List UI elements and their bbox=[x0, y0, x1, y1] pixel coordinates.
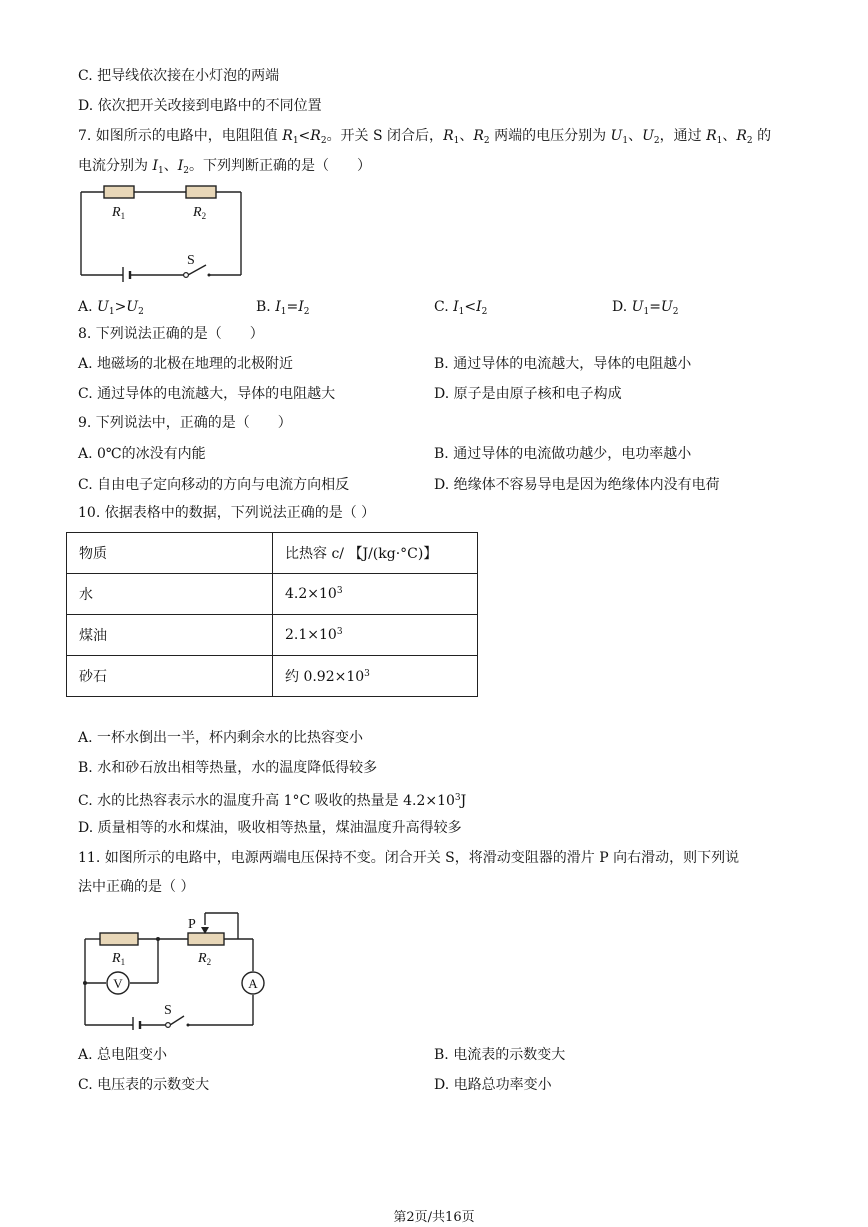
q8-option-c[interactable]: C. 通过导体的电流越大，导体的电阻越大 bbox=[78, 386, 336, 402]
q8-option-b[interactable]: B. 通过导体的电流越大，导体的电阻越小 bbox=[434, 356, 692, 372]
label-r1: $R_1$ bbox=[112, 951, 126, 967]
option-c-prev: C. 把导线依次接在小灯泡的两端 bbox=[78, 68, 280, 84]
q8-option-d[interactable]: D. 原子是由原子核和电子构成 bbox=[434, 386, 622, 402]
q11-stem-line1: 11. 如图所示的电路中，电源两端电压保持不变。闭合开关 S，将滑动变阻器的滑片 P 向右滑动，则下列说 bbox=[78, 850, 740, 866]
q7-option-a[interactable]: A. $U_1>U_2$ bbox=[78, 299, 144, 317]
q10-option-c[interactable]: C. 水的比热容表示水的温度升高 1°C 吸收的热量是 $4.2\times 10^3J$ bbox=[78, 793, 467, 809]
q11-option-a[interactable]: A. 总电阻变小 bbox=[78, 1047, 168, 1063]
label-p: P bbox=[188, 917, 196, 932]
switch-contact-right bbox=[208, 274, 211, 277]
q7-option-c[interactable]: C. $I_1<I_2$ bbox=[434, 299, 488, 317]
table-header-row bbox=[67, 533, 478, 574]
q11-option-b[interactable]: B. 电流表的示数变大 bbox=[434, 1047, 566, 1063]
table-row bbox=[67, 574, 478, 615]
q9-option-b[interactable]: B. 通过导体的电流做功越少，电功率越小 bbox=[434, 446, 692, 462]
q8-stem: 8. 下列说法正确的是（ ） bbox=[78, 326, 264, 342]
resistor-r1 bbox=[104, 186, 134, 198]
specific-heat-table bbox=[66, 532, 478, 697]
table-cell: 水 bbox=[67, 574, 273, 615]
switch-contact-left bbox=[166, 1023, 171, 1028]
rheostat-r2 bbox=[188, 933, 224, 945]
switch-contact-right bbox=[187, 1024, 190, 1027]
q10-option-b[interactable]: B. 水和砂石放出相等热量，水的温度降低得较多 bbox=[78, 760, 378, 776]
table-row bbox=[67, 615, 478, 656]
voltmeter-label: V bbox=[113, 976, 123, 991]
q9-stem: 9. 下列说法中，正确的是（ ） bbox=[78, 415, 292, 431]
table-cell: $2.1\times 10^3$ bbox=[273, 615, 478, 656]
switch-blade bbox=[170, 1016, 184, 1025]
table-header-cell: 物质 bbox=[67, 533, 273, 574]
resistor-r1 bbox=[100, 933, 138, 945]
label-switch: S bbox=[164, 1003, 172, 1018]
q7-circuit-diagram bbox=[76, 180, 251, 282]
q10-option-d[interactable]: D. 质量相等的水和煤油，吸收相等热量，煤油温度升高得较多 bbox=[78, 820, 462, 836]
resistor-r2 bbox=[186, 186, 216, 198]
q10-option-a[interactable]: A. 一杯水倒出一半，杯内剩余水的比热容变小 bbox=[78, 730, 364, 746]
q7-option-b[interactable]: B. $I_1=I_2$ bbox=[256, 299, 310, 317]
label-r2: $R_2$ bbox=[198, 951, 212, 967]
q7-stem-line2: 电流分别为 $I_1$、$I_2$。下列判断正确的是（ ） bbox=[78, 158, 371, 176]
q9-option-d[interactable]: D. 绝缘体不容易导电是因为绝缘体内没有电荷 bbox=[434, 477, 720, 493]
label-r1: $R_1$ bbox=[112, 205, 126, 221]
q7-option-d[interactable]: D. $U_1=U_2$ bbox=[612, 299, 679, 317]
q7-stem-line1: 7. 如图所示的电路中，电阻阻值 $R_1<R_2$。开关 S 闭合后，$R_1$、$R_2$ 两端的电压分别为 $U_1$、$U_2$，通过 $R_1$、$R_2$ 的 bbox=[78, 128, 772, 146]
table-cell: $4.2\times 10^3$ bbox=[273, 574, 478, 615]
table-cell: 煤油 bbox=[67, 615, 273, 656]
q11-circuit-diagram bbox=[78, 905, 273, 1030]
q8-option-a[interactable]: A. 地磁场的北极在地理的北极附近 bbox=[78, 356, 294, 372]
table-cell: 约 $0.92\times 10^3$ bbox=[273, 656, 478, 697]
q11-option-c[interactable]: C. 电压表的示数变大 bbox=[78, 1077, 210, 1093]
option-d-prev: D. 依次把开关改接到电路中的不同位置 bbox=[78, 98, 322, 114]
label-r2: $R_2$ bbox=[193, 205, 207, 221]
label-switch: S bbox=[187, 253, 195, 268]
q9-option-a[interactable]: A. 0℃的冰没有内能 bbox=[78, 446, 206, 462]
junction-dot bbox=[83, 981, 87, 985]
table-header-cell: 比热容 c/ 【J/(kg·°C)】 bbox=[273, 533, 478, 574]
q11-stem-line2: 法中正确的是（ ） bbox=[78, 879, 195, 895]
table-row bbox=[67, 656, 478, 697]
switch-contact-left bbox=[184, 273, 189, 278]
page-footer: 第2页/共16页 bbox=[393, 1210, 475, 1225]
ammeter-label: A bbox=[248, 976, 258, 991]
table-cell: 砂石 bbox=[67, 656, 273, 697]
junction-dot bbox=[156, 937, 160, 941]
q9-option-c[interactable]: C. 自由电子定向移动的方向与电流方向相反 bbox=[78, 477, 350, 493]
q11-option-d[interactable]: D. 电路总功率变小 bbox=[434, 1077, 552, 1093]
q10-stem: 10. 依据表格中的数据，下列说法正确的是（ ） bbox=[78, 505, 376, 521]
